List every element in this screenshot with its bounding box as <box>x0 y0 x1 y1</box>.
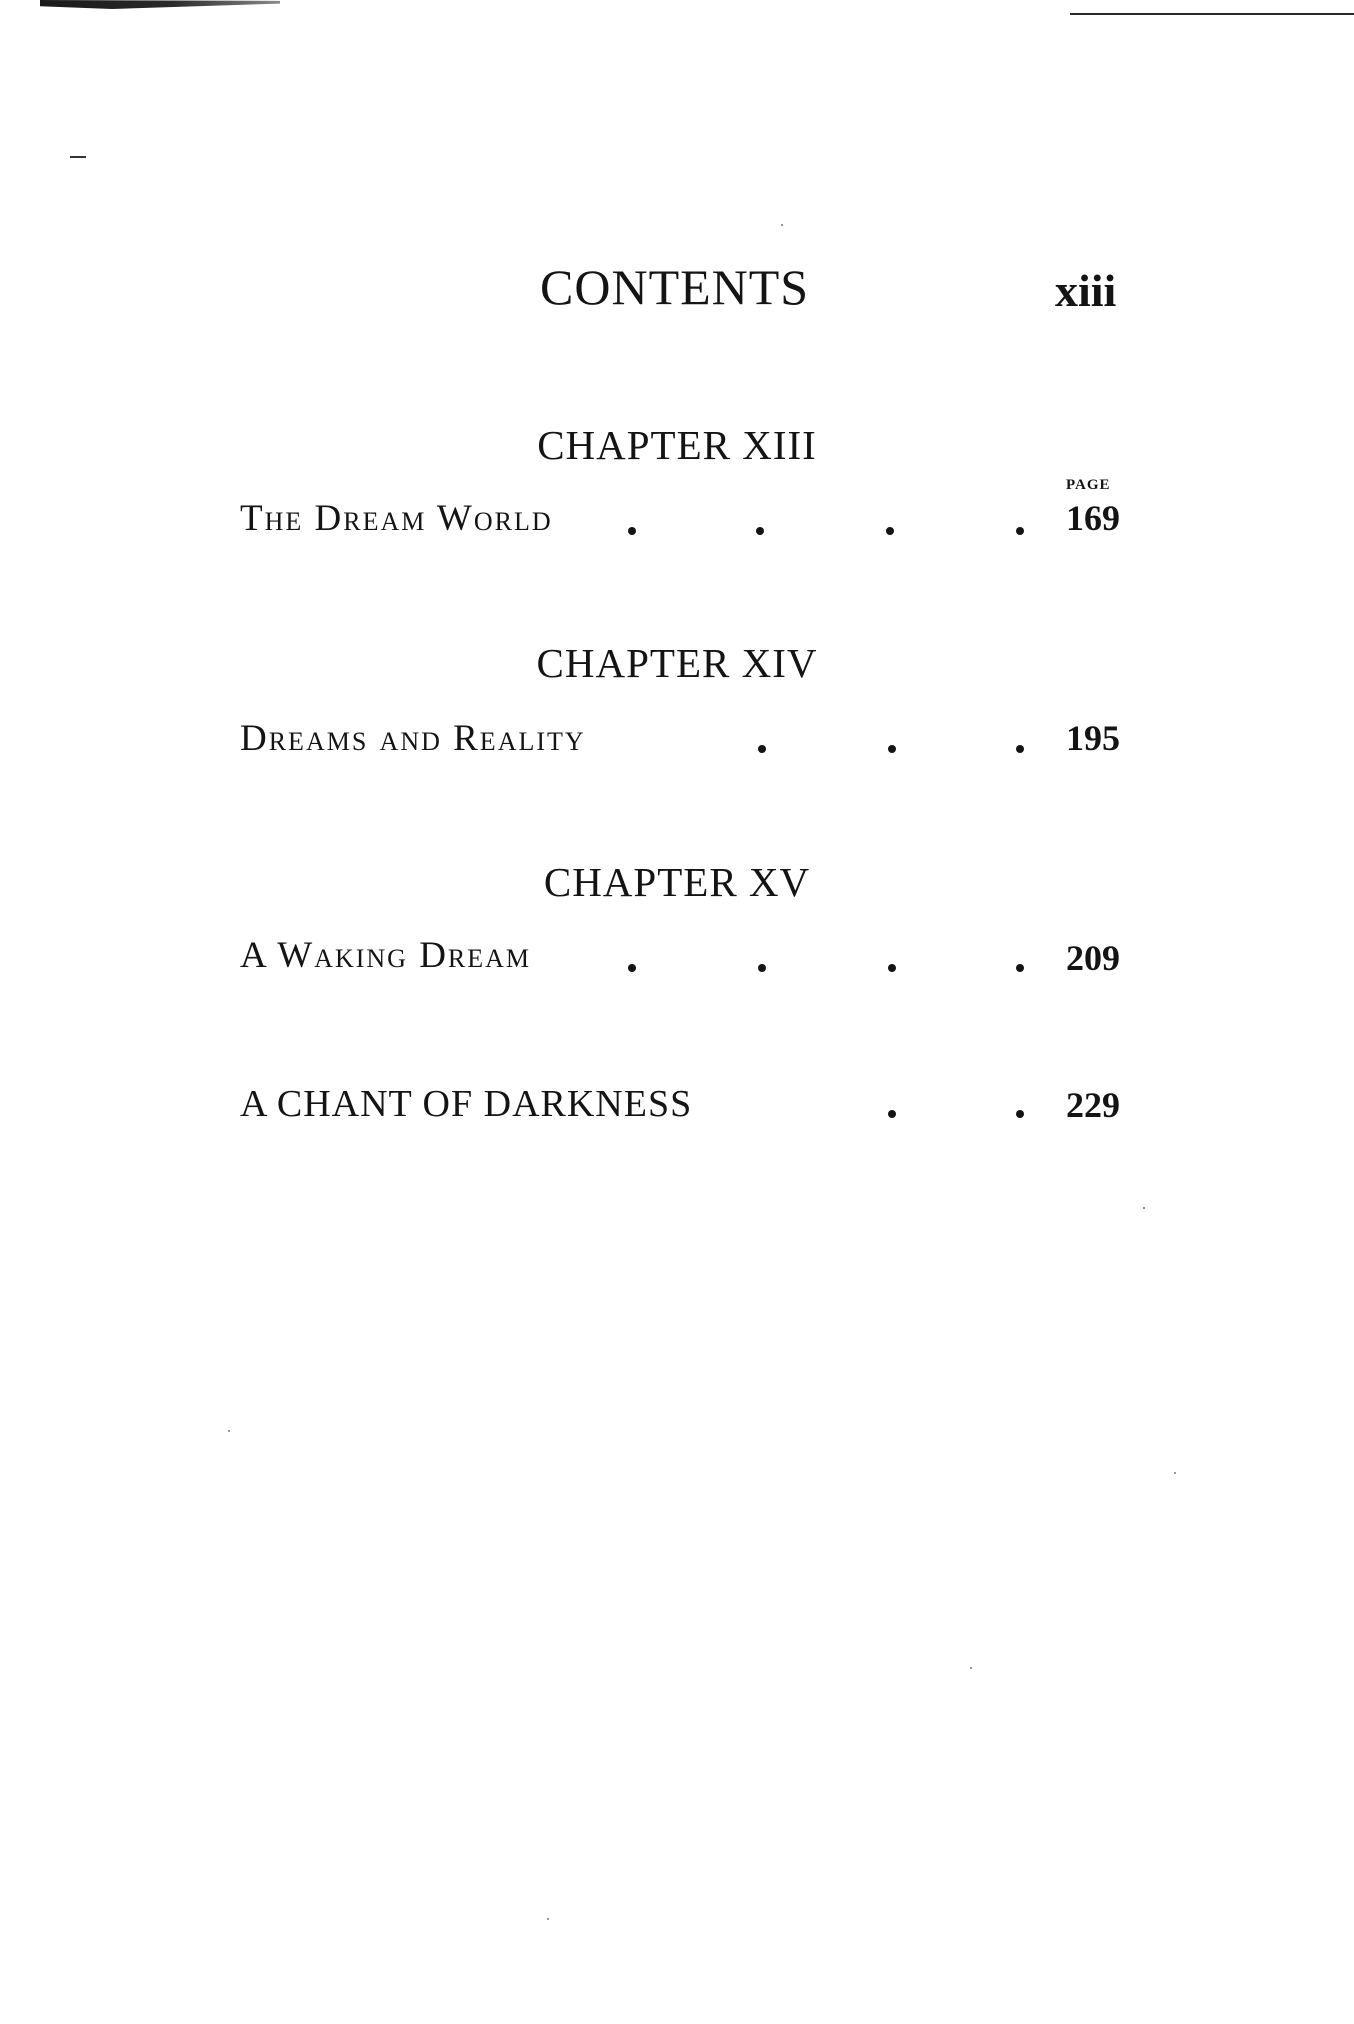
leader-dot <box>628 964 636 972</box>
toc-entry-title: A CHANT OF DARKNESS <box>240 1083 693 1125</box>
leader-dot <box>756 527 764 535</box>
toc-page-number: 169 <box>1066 498 1120 538</box>
leader-dot <box>758 964 766 972</box>
toc-page-number: 195 <box>1066 718 1120 758</box>
page-folio: xiii <box>1055 265 1117 316</box>
chapter-heading: CHAPTER XIV <box>536 640 818 686</box>
page-column-label: PAGE <box>1066 477 1111 493</box>
toc-entry-title: A Waking Dream <box>240 935 532 976</box>
running-title: CONTENTS <box>540 259 810 315</box>
chapter-heading: CHAPTER XV <box>543 859 811 905</box>
chapter-heading: CHAPTER XIII <box>537 422 817 468</box>
leader-dot <box>888 964 896 972</box>
scan-artifact <box>1070 13 1354 15</box>
scan-speck <box>547 1918 549 1920</box>
toc-entry-title: The Dream World <box>240 498 553 539</box>
toc-page-number: 209 <box>1066 938 1120 978</box>
leader-dot <box>888 745 896 753</box>
leader-dot <box>1016 745 1024 753</box>
leader-dot <box>628 527 636 535</box>
toc-entry-title: Dreams and Reality <box>240 718 586 759</box>
scan-artifact <box>70 156 86 158</box>
leader-dot <box>888 1110 896 1118</box>
scan-artifact <box>40 0 280 9</box>
scan-speck <box>228 1430 230 1432</box>
scan-speck <box>1174 1472 1176 1474</box>
leader-dot <box>758 745 766 753</box>
scan-speck <box>970 1667 972 1669</box>
scan-speck <box>781 224 783 226</box>
leader-dot <box>1016 964 1024 972</box>
scan-speck <box>1143 1207 1145 1209</box>
leader-dot <box>886 527 894 535</box>
leader-dot <box>1016 527 1024 535</box>
toc-page-number: 229 <box>1066 1085 1120 1125</box>
leader-dot <box>1016 1110 1024 1118</box>
